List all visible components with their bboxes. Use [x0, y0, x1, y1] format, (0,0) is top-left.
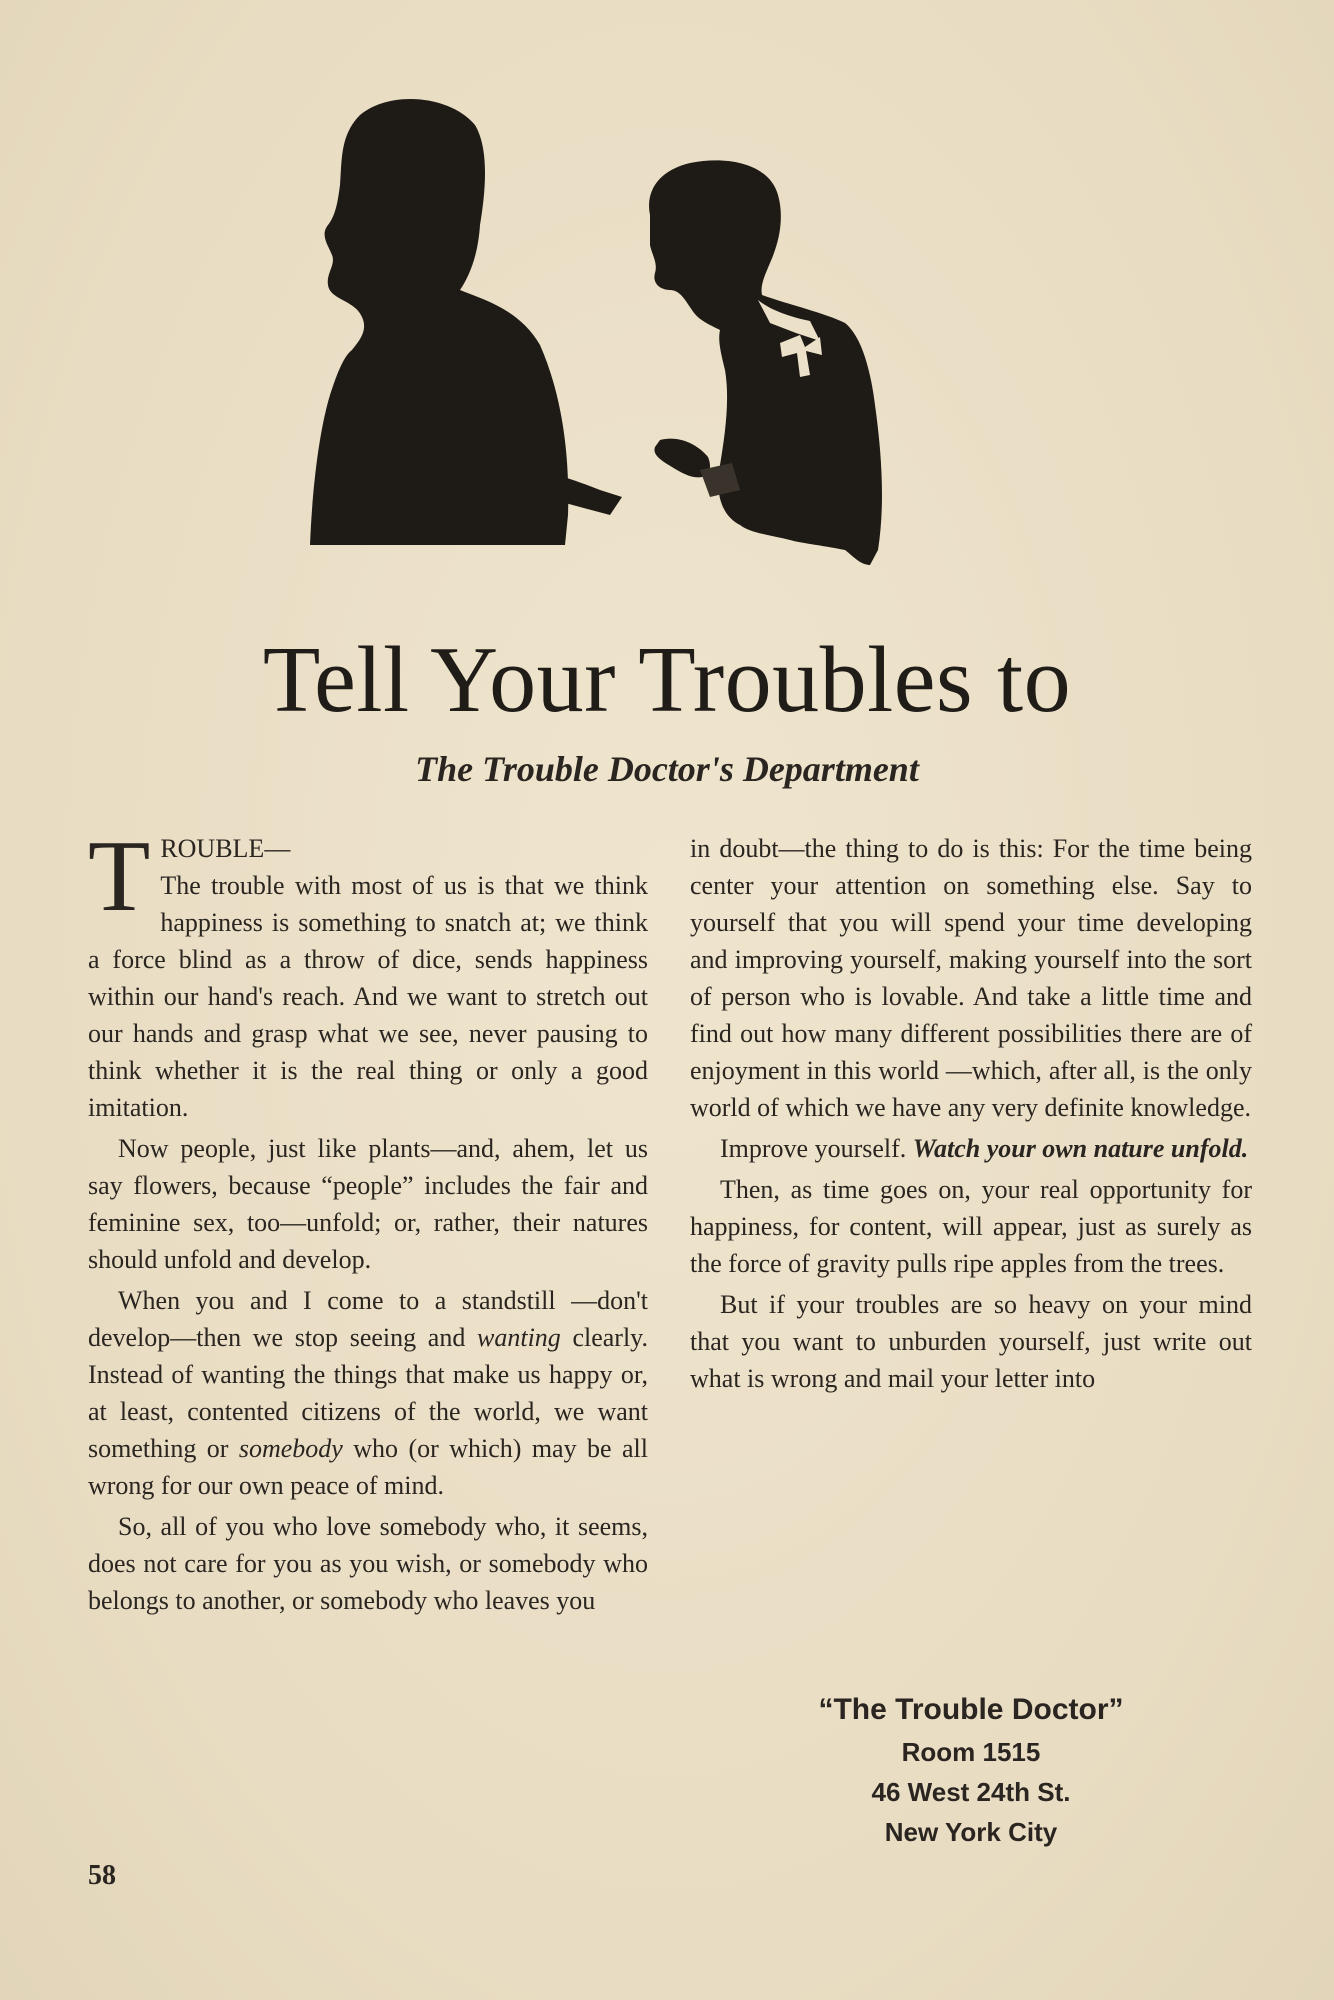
drop-cap: T: [88, 820, 151, 933]
page-subtitle: The Trouble Doctor's Department: [415, 749, 919, 789]
article-paragraph-3: [88, 1282, 648, 1504]
paragraph-6-text: Improve yourself.: [720, 1134, 913, 1163]
article-paragraph-5: in doubt—the thing to do is this: For the time being center your attention on something else. Say to yourself that you will spend your time developing and improving yourself, making yourself into the sort of person who is lovable. And take a little time and find out how many different possibilities there are of enjoyment in this world —which, after all, is the only world of which we have any very definite knowledge.: [690, 834, 1252, 1122]
man-silhouette: [310, 99, 622, 545]
page-title: Tell Your Troubles to: [262, 628, 1072, 732]
article-paragraph-2: Now people, just like plants—and, ahem, let us say flowers, because “people” includes the fair and feminine sex, too—unfold; or, rather, their natures should unfold and develop.: [88, 1134, 648, 1274]
address-name: “The Trouble Doctor”: [818, 1693, 1124, 1726]
paragraph-3-text-b: clearly. Instead of wanting the things that make us happy or, at least, contented citizens of the world, we want something or: [88, 1323, 648, 1463]
article-column-right: [690, 830, 1252, 1401]
paragraph-3-text-c: who (or which) may be all wrong for our own peace of mind.: [88, 1434, 648, 1500]
page-number: 58: [88, 1860, 116, 1891]
woman-silhouette: [649, 160, 882, 565]
paragraph-6-emphasis: Watch your own nature unfold.: [912, 1134, 1249, 1163]
lead-heading: ROUBLE—: [160, 834, 291, 863]
mailing-address: [690, 1688, 1252, 1852]
article-paragraph-8: But if your troubles are so heavy on your mind that you want to unburden yourself, just write out what is wrong and mail your letter into: [690, 1290, 1252, 1393]
article-paragraph-6: [690, 1130, 1252, 1167]
address-room: Room 1515: [901, 1737, 1041, 1767]
paragraph-3-emphasis-2: somebody: [238, 1434, 343, 1463]
paragraph-3-emphasis-1: wanting: [477, 1323, 561, 1352]
article-paragraph-1: The trouble with most of us is that we think happiness is something to snatch at; we think a force blind as a throw of dice, sends happiness within our hand's reach. And we want to stretch out our hands and grasp what we see, never pausing to think whether it is the real thing or only a good imitation.: [88, 871, 648, 1122]
paragraph-3-text-a: When you and I come to a standstill —don't develop—then we stop seeing and: [88, 1286, 648, 1352]
article-paragraph-7: Then, as time goes on, your real opportunity for happiness, for content, will appear, just as surely as the force of gravity pulls ripe apples from the trees.: [690, 1175, 1252, 1278]
address-city: New York City: [884, 1817, 1058, 1847]
article-paragraph-4: So, all of you who love somebody who, it seems, does not care for you as you wish, or somebody who belongs to another, or somebody who leaves you: [88, 1512, 648, 1615]
address-street: 46 West 24th St.: [871, 1777, 1071, 1807]
article-lead-paragraph: [88, 820, 648, 1126]
article-column-left: [88, 820, 648, 1623]
silhouette-couple-illustration: [300, 95, 1050, 605]
